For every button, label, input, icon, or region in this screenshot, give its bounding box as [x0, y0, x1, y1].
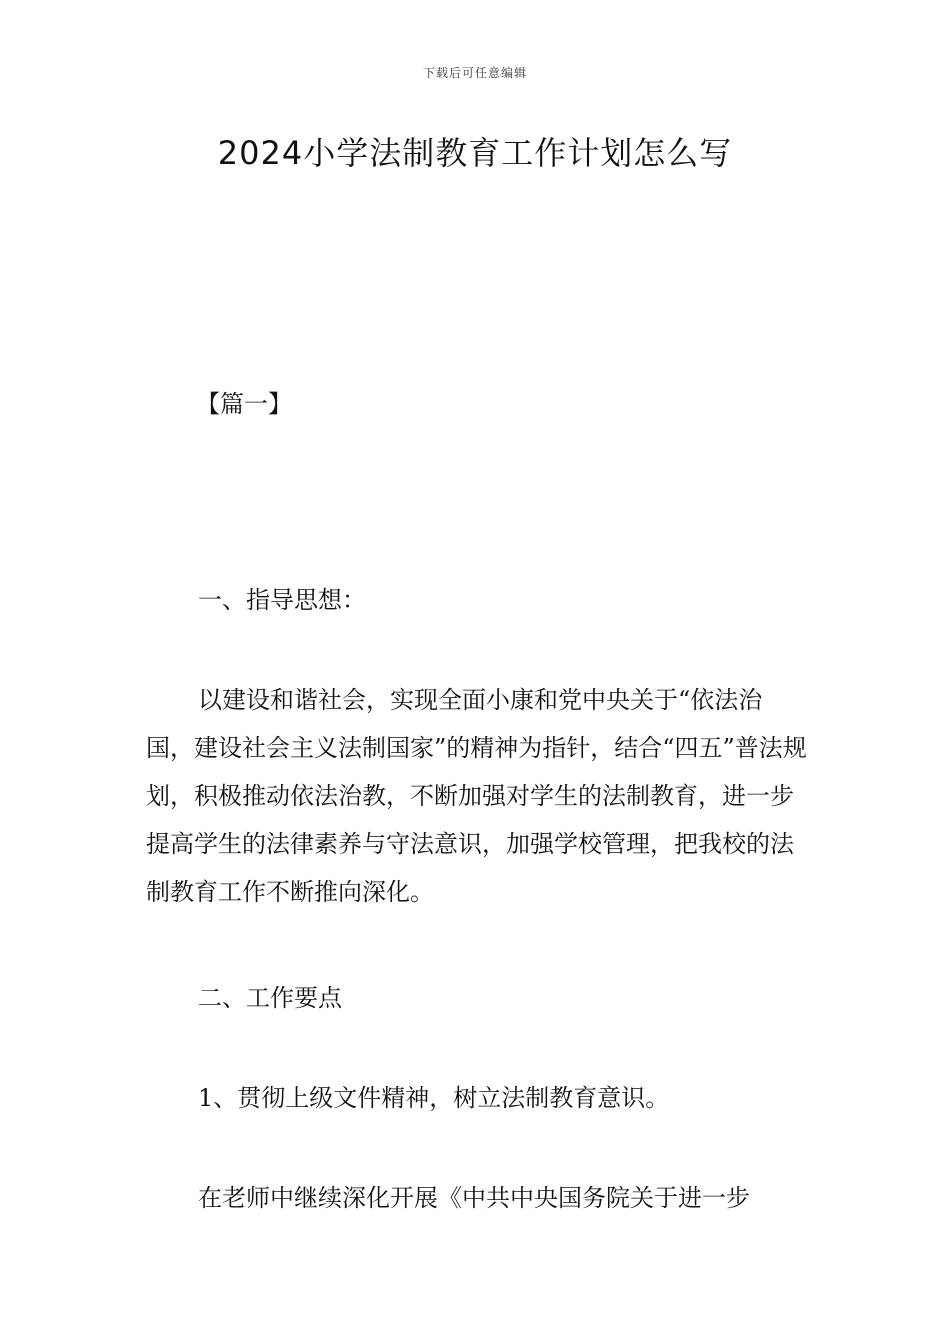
point-item-1: 1、贯彻上级文件精神，树立法制教育意识。: [198, 1084, 670, 1112]
header-note: 下载后可任意编辑: [422, 66, 527, 80]
guide-heading: 一、指导思想：: [198, 586, 366, 614]
document-title: 2024小学法制教育工作计划怎么写: [217, 134, 733, 172]
guide-paragraph: 以建设和谐社会，实现全面小康和党中央关于“依法治国，建设社会主义法制国家”的精神为指针，结合“四五”普法规划，积极推动依法治教，不断加强对学生的法制教育，进一步提高学生的法律素养与守法意识，加强学校管理，把我校的法制教育工作不断推向深化。: [146, 686, 807, 906]
points-heading: 二、工作要点: [198, 984, 342, 1012]
section-label: 【篇一】: [196, 390, 292, 418]
point-item-1-paragraph: 在老师中继续深化开展《中共中央国务院关于进一步: [198, 1184, 750, 1212]
